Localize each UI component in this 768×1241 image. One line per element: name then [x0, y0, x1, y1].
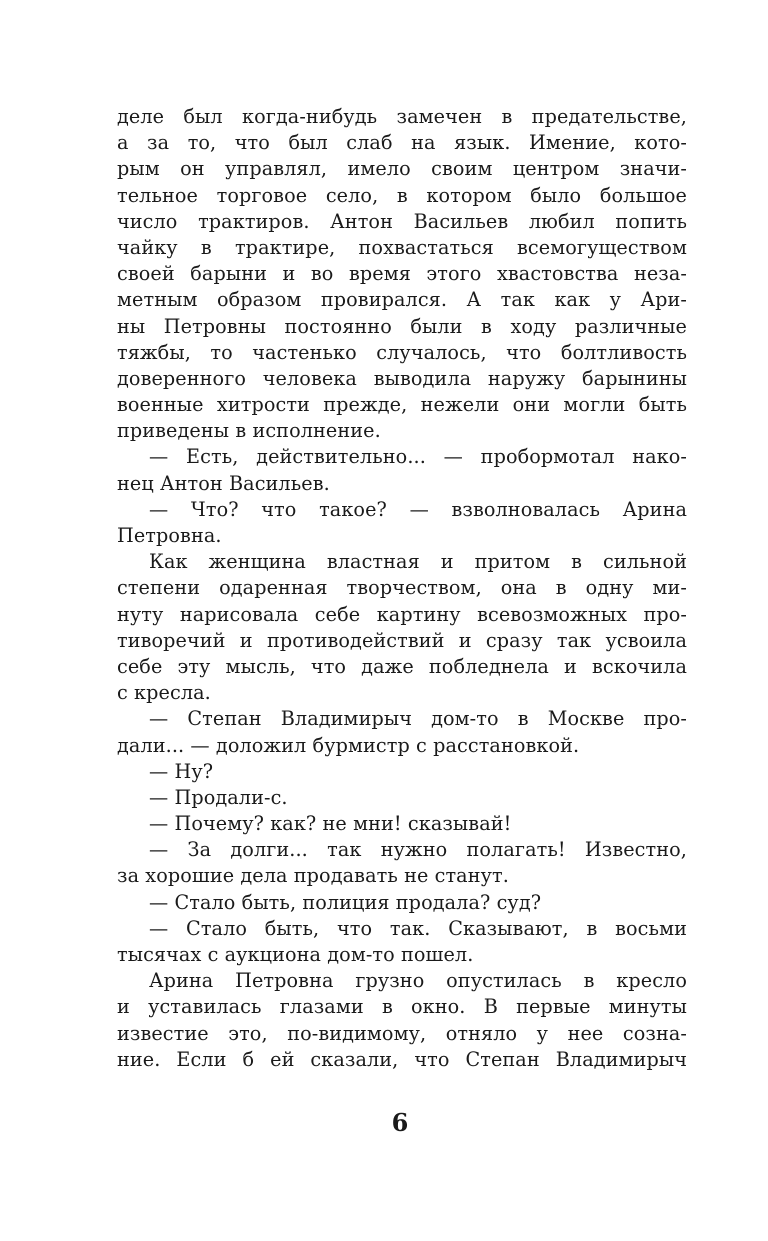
text-line: — Продали-с.	[149, 785, 288, 809]
text-line: Арина Петровна грузно опустилась в кресло	[149, 969, 687, 993]
text-line: тиворечий и противодействий и сразу так усвоила	[117, 628, 687, 652]
text-line: — За долги... так нужно полагать! Известно,	[149, 838, 687, 862]
page-body-text	[117, 104, 687, 1073]
text-line: — Ну?	[149, 759, 214, 783]
text-line: — Есть, действительно... — пробормотал нако-	[149, 445, 687, 469]
text-line: метным образом провирался. А так как у Ари-	[117, 288, 687, 312]
text-line: деле был когда-нибудь замечен в предательстве,	[117, 105, 687, 128]
text-line: Петровна.	[117, 524, 222, 547]
text-line: ны Петровны постоянно были в ходу различные	[117, 314, 687, 338]
text-line: — Степан Владимирыч дом-то в Москве про-	[149, 707, 687, 731]
text-line: приведены в исполнение.	[117, 419, 381, 443]
text-line: нец Антон Васильев.	[117, 471, 330, 495]
text-line: Как женщина властная и притом в сильной	[149, 550, 687, 574]
text-line: с кресла.	[117, 681, 211, 705]
text-line: рым он управлял, имело своим центром значи-	[117, 157, 687, 181]
text-line: дали... — доложил бурмистр с расстановкой.	[117, 733, 580, 757]
text-line: — Что? что такое? — взволновалась Арина	[149, 497, 687, 521]
text-line: чайку в трактире, похвастаться всемогуществом	[117, 235, 687, 259]
text-line: а за то, что был слаб на язык. Имение, кото-	[117, 131, 687, 155]
text-line: своей барыни и во время этого хвастовства неза-	[117, 262, 687, 286]
text-line: военные хитрости прежде, нежели они могли быть	[117, 393, 687, 417]
text-line: — Почему? как? не мни! сказывай!	[149, 812, 512, 836]
text-line: число трактиров. Антон Васильев любил попить	[117, 209, 687, 233]
text-line: тяжбы, то частенько случалось, что болтливость	[117, 340, 687, 364]
text-line: тельное торговое село, в котором было большое	[117, 183, 687, 207]
text-line: нуту нарисовала себе картину всевозможных про-	[117, 602, 687, 626]
text-line: себе эту мысль, что даже побледнела и вскочила	[117, 654, 687, 678]
text-line: тысячах с аукциона дом-то пошел.	[117, 943, 474, 966]
text-line: — Стало быть, полиция продала? суд?	[149, 890, 542, 914]
text-line: и уставилась глазами в окно. В первые минуты	[117, 995, 687, 1019]
text-line: — Стало быть, что так. Сказывают, в восьми	[149, 916, 687, 940]
page-number: 6	[391, 1108, 409, 1137]
text-line: ние. Если б ей сказали, что Степан Владимирыч	[117, 1047, 687, 1071]
text-line: степени одаренная творчеством, она в одну ми-	[117, 576, 687, 600]
text-line: доверенного человека выводила наружу барынины	[117, 366, 687, 390]
text-line: известие это, по-видимому, отняло у нее созна-	[117, 1021, 687, 1045]
text-line: за хорошие дела продавать не станут.	[117, 864, 509, 888]
